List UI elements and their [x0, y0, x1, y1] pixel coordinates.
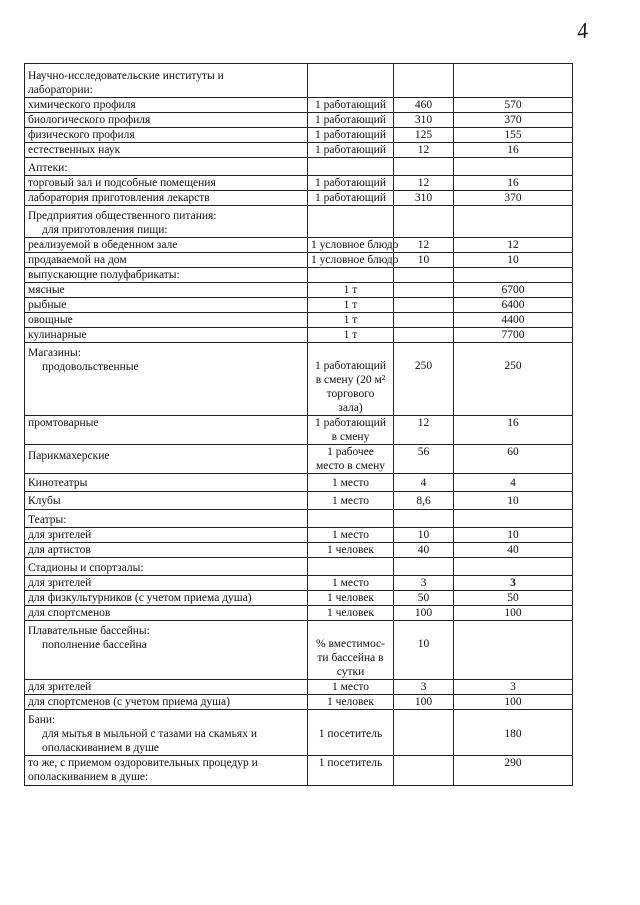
- section-header-research: Научно-исследовательские институты и лаборатории:: [25, 64, 573, 98]
- subsection-semi-finished: выпускающие полуфабрикаты:: [25, 268, 573, 283]
- section-header-pharmacies: Аптеки:: [25, 158, 573, 176]
- table-row: торговый зал и подсобные помещения 1 работающий 12 16: [25, 176, 573, 191]
- table-row: Бани: для мытья в мыльной с тазами на скамьях и ополаскиванием в душе 1 посетитель 180: [25, 710, 573, 756]
- table-row: Плавательные бассейны: пополнение бассейна % вместимос- ти бассейна в сутки 10: [25, 621, 573, 680]
- table-row: кулинарные 1 т 7700: [25, 328, 573, 343]
- section-header-stadiums: Стадионы и спортзалы:: [25, 558, 573, 576]
- table-row: физического профиля 1 работающий 125 155: [25, 128, 573, 143]
- table-row: для зрителей 1 место 3 3: [25, 680, 573, 695]
- table-row: мясные 1 т 6700: [25, 283, 573, 298]
- page-number: 4: [575, 17, 590, 44]
- table-row: для спортсменов (с учетом приема душа) 1 человек 100 100: [25, 695, 573, 710]
- table-row: для спортсменов 1 человек 100 100: [25, 606, 573, 621]
- table-row: для зрителей 1 место 3 3: [25, 576, 573, 591]
- table-row: Кинотеатры 1 место 4 4: [25, 474, 573, 492]
- table-row: лаборатория приготовления лекарств 1 работающий 310 370: [25, 191, 573, 206]
- table-row: рыбные 1 т 6400: [25, 298, 573, 313]
- table-row: химического профиля 1 работающий 460 570: [25, 98, 573, 113]
- table-row: промтоварные 1 работающий в смену 12 16: [25, 416, 573, 445]
- table-row: для зрителей 1 место 10 10: [25, 528, 573, 543]
- section-header-theatres: Театры:: [25, 510, 573, 528]
- table-row: Парикмахерские 1 рабочее место в смену 56 60: [25, 445, 573, 474]
- table-row: продаваемой на дом 1 условное блюдо 10 10: [25, 253, 573, 268]
- water-norms-table: [24, 63, 573, 786]
- table-row: естественных наук 1 работающий 12 16: [25, 143, 573, 158]
- table-row: для физкультурников (с учетом приема душа) 1 человек 50 50: [25, 591, 573, 606]
- section-header-catering: Предприятия общественного питания: для приготовления пищи:: [25, 206, 573, 238]
- table-row: то же, с приемом оздоровительных процедур и ополаскиванием в душе: 1 посетитель 290: [25, 756, 573, 786]
- table-row: биологического профиля 1 работающий 310 370: [25, 113, 573, 128]
- table-row: для артистов 1 человек 40 40: [25, 543, 573, 558]
- table-row: реализуемой в обеденном зале 1 условное блюдо 12 12: [25, 238, 573, 253]
- table-row: овощные 1 т 4400: [25, 313, 573, 328]
- table-row: Магазины: продовольственные 1 работающий в смену (20 м² торгового зала) 250 250: [25, 343, 573, 416]
- table-row: Клубы 1 место 8,6 10: [25, 492, 573, 510]
